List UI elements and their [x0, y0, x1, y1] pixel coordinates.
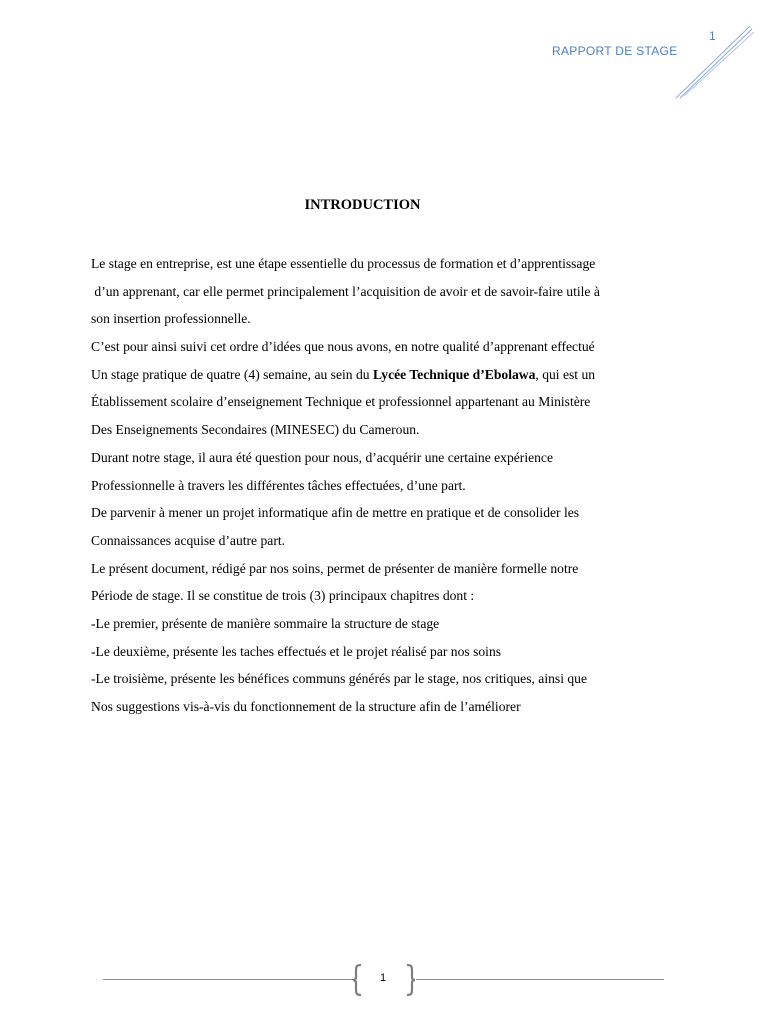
footer-rule-left [103, 979, 353, 980]
paragraph-line: Établissement scolaire d’enseignement Technique et professionnel appartenant au Ministère [91, 394, 591, 410]
line-text: , qui est un [535, 366, 596, 382]
body-text [91, 250, 691, 721]
list-item: -Le troisième, présente les bénéfices communs générés par le stage, nos critiques, ainsi que [91, 671, 587, 687]
footer-rule-right [416, 979, 664, 980]
paragraph-line: Des Enseignements Secondaires (MINESEC) du Cameroun. [91, 422, 420, 438]
footer-left-bracket-icon [351, 963, 365, 997]
school-name: Lycée Technique d’Ebolawa [372, 366, 536, 382]
paragraph-line: Nos suggestions vis-à-vis du fonctionnement de la structure afin de l’améliorer [91, 699, 521, 714]
paragraph-line [91, 361, 691, 389]
paragraph-line: De parvenir à mener un projet informatique afin de mettre en pratique et de consolider les [91, 505, 580, 521]
paragraph-line: Le présent document, rédigé par nos soins, permet de présenter de manière formelle notre [91, 560, 579, 576]
paragraph-line: Durant notre stage, il aura été question pour nous, d’acquérir une certaine expérience [91, 449, 553, 465]
paragraph-line: son insertion professionnelle. [91, 311, 251, 327]
footer-right-bracket-icon [403, 963, 417, 997]
list-item: -Le premier, présente de manière sommaire la structure de stage [91, 615, 440, 631]
paragraph-line: C’est pour ainsi suivi cet ordre d’idées que nous avons, en notre qualité d’apprenant effectué [91, 339, 595, 355]
line-text: Un stage pratique de quatre (4) semaine, au sein du [91, 366, 373, 382]
header-title: RAPPORT DE STAGE [552, 44, 678, 58]
paragraph-line: Période de stage. Il se constitue de trois (3) principaux chapitres dont : [91, 588, 475, 604]
header-page-number: 1 [709, 29, 716, 43]
paragraph-line: d’un apprenant, car elle permet principalement l’acquisition de avoir et de savoir-faire utile à [91, 283, 600, 299]
footer-page-number: 1 [379, 972, 387, 984]
list-item: -Le deuxième, présente les taches effectués et le projet réalisé par nos soins [91, 643, 502, 659]
paragraph-line: Le stage en entreprise, est une étape essentielle du processus de formation et d’apprentissage [91, 256, 596, 271]
paragraph-line: Professionnelle à travers les différentes tâches effectuées, d’une part. [91, 477, 466, 493]
paragraph-line: Connaissances acquise d’autre part. [91, 532, 286, 548]
section-heading: INTRODUCTION [304, 197, 421, 213]
header-decoration-lines [668, 20, 758, 100]
